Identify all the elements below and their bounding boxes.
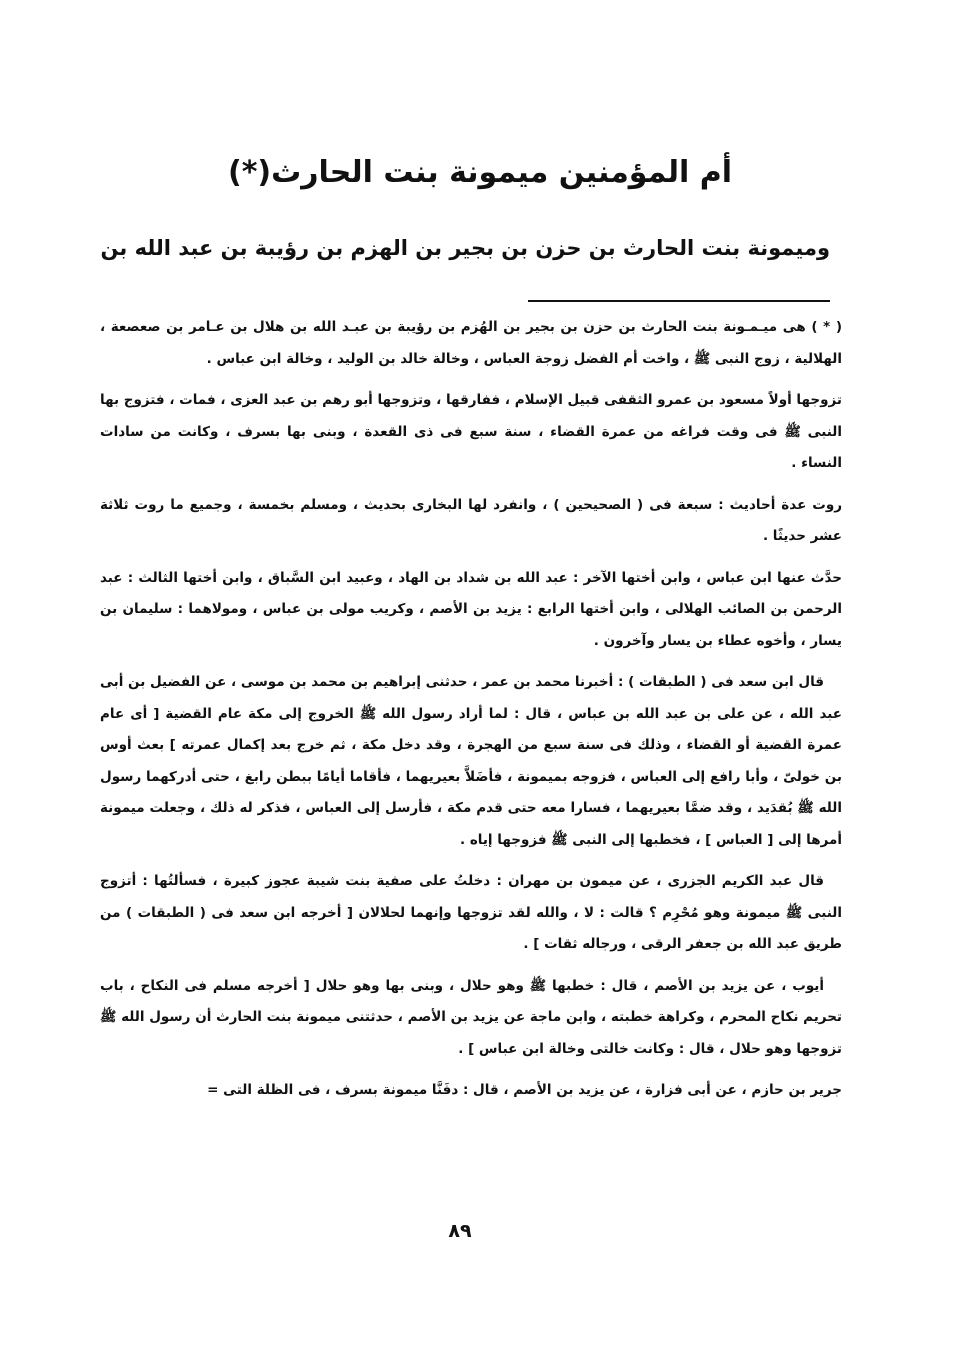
page-number: ٨٩ (448, 1220, 472, 1242)
footnotes-section (100, 312, 842, 1113)
footnote-paragraph: تزوجها أولاً مسعود بن عمرو الثقفى قبيل الإسلام ، ففارقها ، وتزوجها أبو رهم بن عبد العزى ، فمات ، فتزوج بها النبى ﷺ فى وقت فراغه من عمرة القضاء ، سنة سبع فى ذى القعدة ، وبنى بها بسرف ، وكانت من سادات النساء . (100, 392, 842, 471)
footnote-paragraph: ( * ) هى ميـمـونة بنت الحارث بن حزن بن بجير بن الهُزم بن رؤيبة بن عبـد الله بن هلال بن عـامر بن صعصعة ، الهلالية ، زوج النبى ﷺ ، واخت أم الفضل زوجة العباس ، وخالة خالد بن الوليد ، وخالة ابن عباس . (100, 319, 842, 367)
footnote-paragraph: قال ابن سعد فى ( الطبقات ) : أخبرنا محمد بن عمر ، حدثنى إبراهيم بن محمد بن موسى ، عن الفضيل بن أبى عبد الله ، عن على بن عبد الله بن عباس ، قال : لما أراد رسول الله ﷺ الخروج إلى مكة عام القضية [ أى عام عمرة القضية أو القضاء ، وذلك فى سنة سبع من الهجرة ، وقد دخل مكة ، ثم خرج بعد إكمال عمرته ] بعث أوس بن خولىّ ، وأبا رافع إلى العباس ، فزوجه بميمونة ، فأضَلاَّ بعيريهما ، فأقاما أيامًا ببطن رابغ ، حتى أدركهما رسول الله ﷺ بُقدَيد ، وقد ضمَّا بعيريهما ، فسارا معه حتى قدم مكة ، فأرسل إلى العباس ، فذكر له ذلك ، وجعلت ميمونة أمرها إلى [ العباس ] ، فخطبها إلى النبى ﷺ فزوجها إياه . (100, 674, 842, 848)
footnote-paragraph: قال عبد الكريم الجزرى ، عن ميمون بن مهران : دخلتُ على صفية بنت شيبة عجوز كبيرة ، فسألتُها : أتزوج النبى ﷺ ميمونة وهو مُحْرِم ؟ قالت : لا ، والله لقد تزوجها وإنهما لحلالان [ أخرجه ابن سعد فى ( الطبقات ) من طريق عبد الله بن جعفر الرقى ، ورجاله ثقات ] . (100, 873, 842, 952)
footnote-paragraph: جرير بن حازم ، عن أبى فزارة ، عن يزيد بن الأصم ، قال : دفَنَّا ميمونة بسرف ، فى الظلة التى = (207, 1082, 842, 1098)
body-text-line: وميمونة بنت الحارث بن حزن بن بجير بن الهزم بن رؤيبة بن عبد الله بن (100, 236, 830, 260)
footnote-paragraph: حدَّث عنها ابن عباس ، وابن أختها الآخر : عبد الله بن شداد بن الهاد ، وعبيد ابن السَّباق ، وابن أختها الثالث : عبد الرحمن بن الصائب الهلالى ، وابن أختها الرابع : يزيد بن الأصم ، وكريب مولى بن عباس ، ومولاهما : سليمان بن يسار ، وأخوه عطاء بن يسار وآخرون . (100, 569, 842, 649)
footnote-divider (528, 300, 830, 302)
footnote-paragraph: روت عدة أحاديث : سبعة فى ( الصحيحين ) ، وانفرد لها البخارى بحديث ، ومسلم بخمسة ، وجميع ما روت ثلاثة عشر حديثًا . (100, 496, 842, 544)
footnote-paragraph: أيوب ، عن يزيد بن الأصم ، قال : خطبها ﷺ وهو حلال ، وبنى بها وهو حلال [ أخرجه مسلم فى النكاح ، باب تحريم نكاح المحرم ، وكراهة خطبته ، وابن ماجة عن يزيد بن الأصم ، حدثتنى ميمونة بنت الحارث أن رسول الله ﷺ تزوجها وهو حلال ، قال : وكانت خالتى وخالة ابن عباس ] . (100, 977, 842, 1057)
chapter-title: أم المؤمنين ميمونة بنت الحارث(*) (227, 155, 732, 190)
